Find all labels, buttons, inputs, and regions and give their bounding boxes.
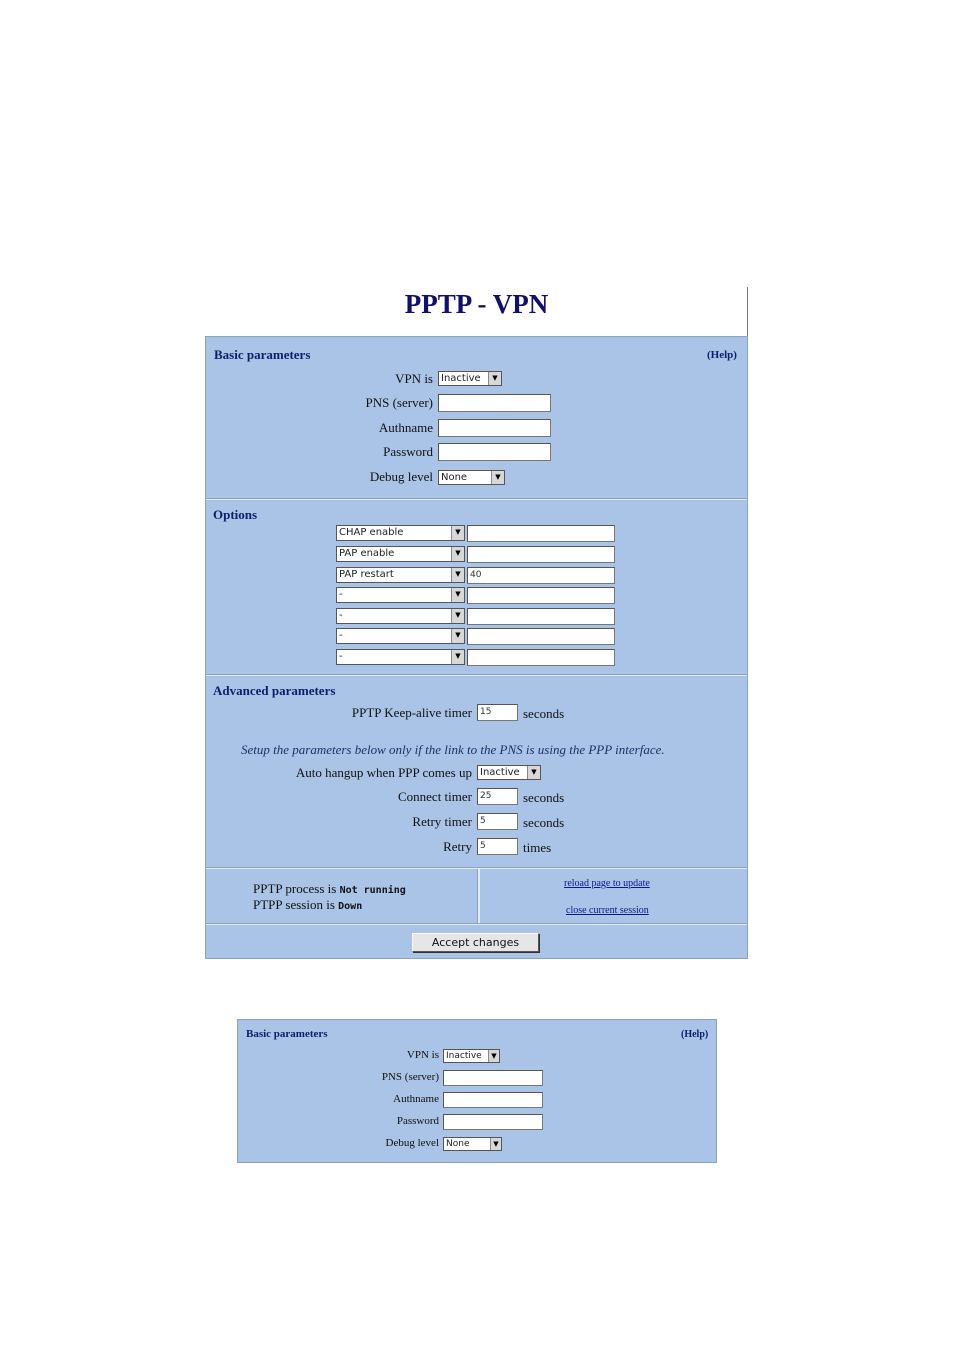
option-value-2[interactable] — [467, 546, 615, 563]
basic-section-title: Basic parameters — [246, 1028, 328, 1040]
chevron-down-icon: ▼ — [451, 547, 464, 561]
help-link[interactable]: (Help) — [707, 349, 737, 361]
debug-level-select[interactable] — [443, 1137, 502, 1151]
close-session-link[interactable]: close current session — [566, 905, 649, 916]
retry-unit: times — [523, 840, 552, 855]
password-input[interactable] — [443, 1114, 543, 1130]
vpn-is-label: VPN is — [406, 1049, 439, 1061]
retry-label: Retry — [443, 839, 472, 854]
session-status-label: PTPP session is — [253, 897, 335, 912]
option-value-5[interactable] — [467, 608, 615, 625]
pns-input[interactable] — [438, 394, 551, 412]
option-value-7[interactable] — [467, 649, 615, 666]
debug-level-select[interactable] — [438, 470, 505, 485]
vpn-is-value: Inactive — [441, 373, 481, 384]
page-title: PPTP - VPN — [404, 289, 549, 319]
option-select-5[interactable] — [336, 608, 465, 624]
vpn-is-select[interactable] — [438, 371, 502, 386]
retry-timer-input[interactable]: 5 — [477, 813, 518, 830]
option-select-value: - — [339, 630, 343, 641]
chevron-down-icon: ▼ — [451, 609, 464, 623]
pns-input[interactable] — [443, 1070, 543, 1086]
option-value-1[interactable] — [467, 525, 615, 542]
chevron-down-icon: ▼ — [451, 568, 464, 582]
process-status-label: PPTP process is — [253, 881, 337, 896]
title-divider — [747, 287, 748, 337]
authname-input[interactable] — [443, 1092, 543, 1108]
keepalive-input[interactable]: 15 — [477, 704, 518, 721]
basic-section-title: Basic parameters — [214, 347, 311, 362]
process-status-value: Not running — [339, 885, 406, 896]
connect-timer-unit: seconds — [523, 790, 565, 805]
chevron-down-icon: ▼ — [451, 650, 464, 664]
option-select-value: - — [339, 610, 343, 621]
option-select-6[interactable] — [336, 628, 465, 644]
ppp-note: Setup the parameters below only if the link to the PNS is using the PPP interface. — [241, 742, 665, 757]
debug-level-label: Debug level — [385, 1137, 439, 1149]
chevron-down-icon: ▼ — [488, 1050, 499, 1062]
debug-level-label: Debug level — [369, 469, 433, 484]
pptp-vpn-form — [205, 336, 748, 959]
auto-hangup-select[interactable] — [477, 765, 541, 780]
option-select-value: PAP restart — [339, 569, 394, 580]
keepalive-label: PPTP Keep-alive timer — [351, 705, 472, 720]
retry-input[interactable]: 5 — [477, 838, 518, 855]
pns-label: PNS (server) — [381, 1071, 439, 1083]
connect-timer-input[interactable]: 25 — [477, 788, 518, 805]
session-status — [253, 897, 362, 913]
basic-parameters-panel — [237, 1019, 717, 1163]
option-value-4[interactable] — [467, 587, 615, 604]
auto-hangup-value: Inactive — [480, 767, 520, 778]
authname-label: Authname — [378, 420, 433, 435]
options-section-title: Options — [213, 507, 258, 522]
option-select-3[interactable] — [336, 567, 465, 583]
connect-timer-label: Connect timer — [397, 789, 472, 804]
auto-hangup-label: Auto hangup when PPP comes up — [295, 765, 472, 780]
option-select-4[interactable] — [336, 587, 465, 603]
password-label: Password — [383, 444, 433, 459]
option-value-6[interactable] — [467, 628, 615, 645]
option-select-2[interactable] — [336, 546, 465, 562]
debug-level-value: None — [441, 472, 468, 483]
vpn-is-value: Inactive — [446, 1051, 482, 1061]
section-divider — [206, 674, 747, 676]
chevron-down-icon: ▼ — [490, 1138, 501, 1150]
chevron-down-icon: ▼ — [451, 526, 464, 540]
option-select-value: - — [339, 651, 343, 662]
process-status — [253, 881, 406, 897]
option-select-7[interactable] — [336, 649, 465, 665]
vpn-is-select[interactable] — [443, 1049, 500, 1063]
authname-input[interactable] — [438, 419, 551, 437]
advanced-section-title: Advanced parameters — [213, 683, 336, 698]
pns-label: PNS (server) — [365, 395, 433, 410]
help-link[interactable]: (Help) — [681, 1029, 709, 1040]
option-select-value: CHAP enable — [339, 527, 404, 538]
retry-timer-unit: seconds — [523, 815, 565, 830]
authname-label: Authname — [393, 1093, 439, 1105]
chevron-down-icon: ▼ — [491, 471, 504, 484]
option-select-1[interactable] — [336, 525, 465, 541]
option-select-value: PAP enable — [339, 548, 395, 559]
option-select-value: - — [339, 589, 343, 600]
chevron-down-icon: ▼ — [488, 372, 501, 385]
retry-timer-label: Retry timer — [412, 814, 472, 829]
chevron-down-icon: ▼ — [527, 766, 540, 779]
chevron-down-icon: ▼ — [451, 588, 464, 602]
section-divider — [206, 498, 747, 500]
option-value-3[interactable]: 40 — [467, 567, 615, 584]
debug-level-value: None — [446, 1139, 470, 1149]
status-divider — [477, 869, 480, 924]
section-divider — [206, 923, 747, 925]
vpn-is-label: VPN is — [395, 371, 433, 386]
session-status-value: Down — [338, 901, 363, 912]
chevron-down-icon: ▼ — [451, 629, 464, 643]
reload-page-link[interactable]: reload page to update — [564, 878, 650, 889]
password-input[interactable] — [438, 443, 551, 461]
keepalive-unit: seconds — [523, 706, 565, 721]
accept-changes-button[interactable]: Accept changes — [412, 933, 539, 952]
password-label: Password — [396, 1115, 439, 1127]
